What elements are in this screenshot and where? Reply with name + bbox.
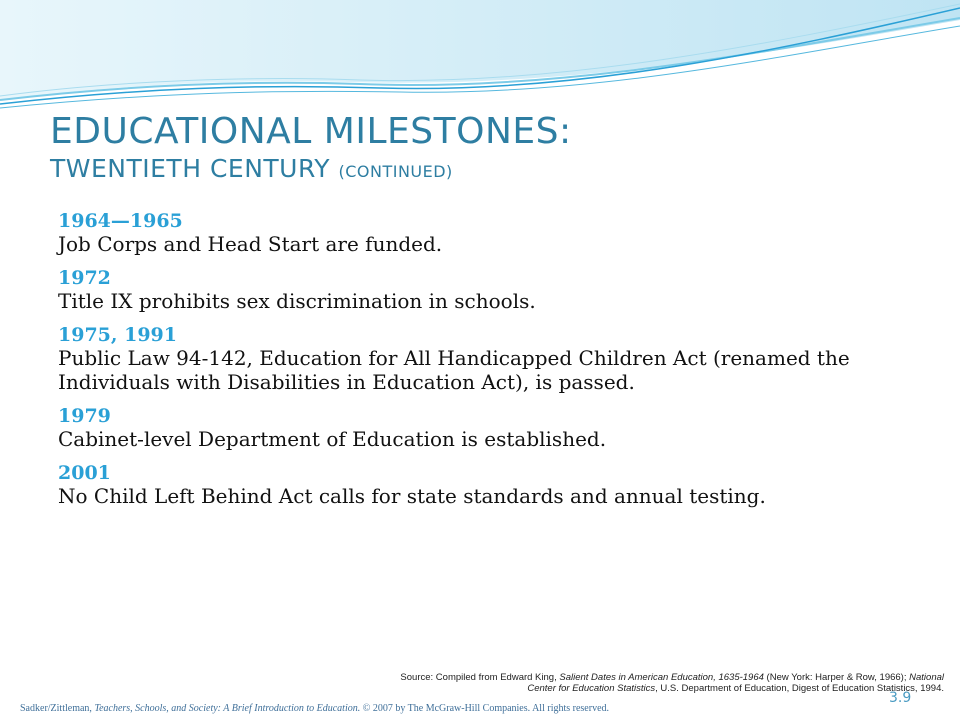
milestone-date: 1979 — [58, 405, 111, 427]
footer-book-title: Teachers, Schools, and Society: A Brief Introduction to Education. — [94, 703, 361, 714]
milestone-date: 2001 — [58, 462, 111, 484]
source-book-title: Salient Dates in American Education, 1635-1964 — [559, 672, 764, 683]
title-sub — [50, 154, 910, 187]
milestone-text: Cabinet-level Department of Education is established. — [58, 427, 607, 451]
milestone-date: 1975, 1991 — [58, 324, 177, 346]
title-sub-text: TWENTIETH CENTURY — [50, 154, 331, 183]
milestone-item — [58, 405, 938, 451]
source-suffix: , U.S. Department of Education, Digest of Education Statistics, 1994. — [655, 683, 944, 694]
milestone-list — [58, 210, 938, 519]
milestone-date: 1964—1965 — [58, 210, 183, 232]
title-main: EDUCATIONAL MILESTONES: — [50, 111, 572, 152]
milestone-item — [58, 462, 938, 508]
milestone-text: Public Law 94-142, Education for All Handicapped Children Act (renamed the Individuals with Disabilities in Education Act), is passed. — [58, 346, 850, 394]
milestone-item — [58, 210, 938, 256]
source-middle: (New York: Harper & Row, 1966); — [763, 672, 910, 683]
decorative-wave-header — [0, 0, 960, 120]
milestone-item — [58, 267, 938, 313]
page-number: 3.9 — [889, 690, 912, 706]
milestone-text: Title IX prohibits sex discrimination in schools. — [58, 289, 536, 313]
slide-title — [50, 110, 910, 187]
footer-rights: © 2007 by The McGraw-Hill Companies. All rights reserved. — [360, 703, 610, 714]
footer-authors: Sadker/Zittleman, — [20, 703, 95, 714]
source-prefix: Source: Compiled from Edward King, — [400, 672, 560, 683]
milestone-text: No Child Left Behind Act calls for state standards and annual testing. — [58, 484, 766, 508]
milestone-date: 1972 — [58, 267, 111, 289]
milestone-item — [58, 324, 938, 394]
title-sub-suffix: (CONTINUED) — [338, 162, 453, 181]
source-org: National Center for Education Statistics — [527, 672, 944, 694]
milestone-text: Job Corps and Head Start are funded. — [58, 232, 443, 256]
source-citation — [396, 672, 944, 694]
copyright-footer — [20, 703, 850, 714]
